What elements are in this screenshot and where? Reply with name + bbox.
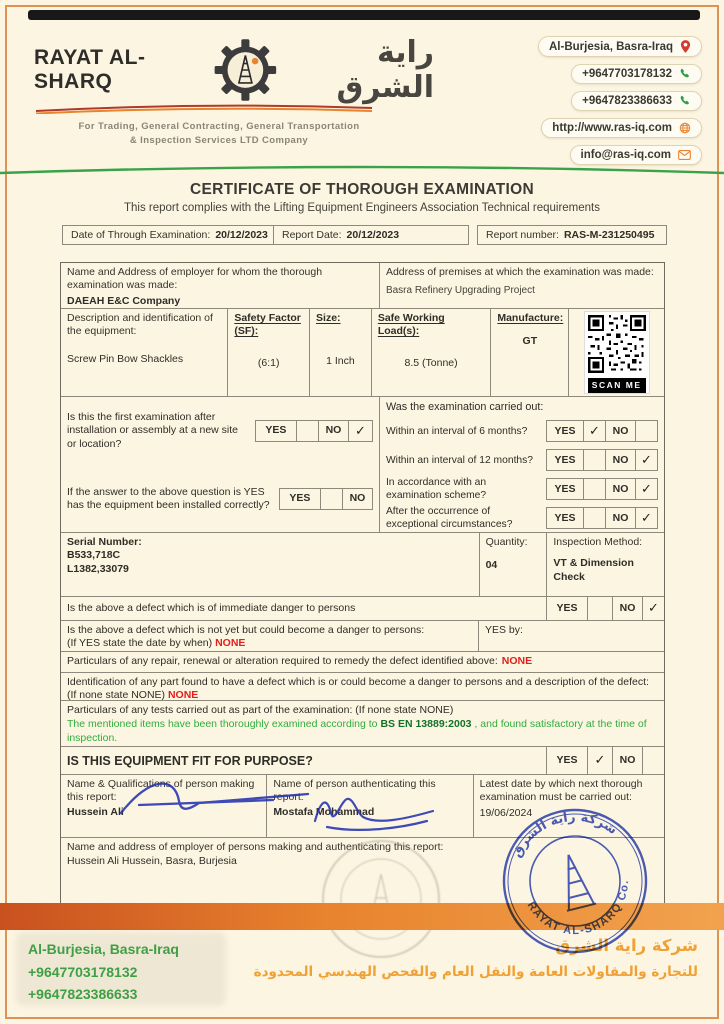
no-option: NO xyxy=(318,421,348,441)
premises-cell xyxy=(380,263,664,308)
interval-12-question-text: Within an interval of 12 months? xyxy=(385,454,534,466)
report-employer-value: Hussein Ali Hussein, Basra, Burjesia xyxy=(67,855,237,868)
tests-text: Particulars of any tests carried out as part of the examination: (If none state NONE) xyxy=(67,704,454,716)
repairs-text: Particulars of any repair, renewal or alteration required to remedy the defect identified above: xyxy=(67,655,498,668)
first-exam-answer-strip xyxy=(255,420,373,442)
yes-option: YES xyxy=(554,482,576,495)
footer-company-arabic-name: شركة راية الشرق xyxy=(555,936,698,955)
top-black-bar xyxy=(28,10,700,20)
exceptional-answer-strip xyxy=(546,507,658,529)
contact-phone-1-text: +9647703178132 xyxy=(582,68,672,80)
tests-row xyxy=(61,701,664,747)
globe-icon xyxy=(679,122,691,134)
contact-address xyxy=(538,36,702,57)
contact-phone-2 xyxy=(571,91,702,111)
authenticator-label: Name of person authenticating this report: xyxy=(273,778,436,804)
report-number-label: Report number: xyxy=(486,229,559,241)
report-employer-label: Name and address of employer of persons making and authenticating this report: xyxy=(67,841,444,853)
future-danger-line1: Is the above a defect which is not yet but could become a danger to persons: xyxy=(67,624,425,636)
identification-cell xyxy=(61,673,664,700)
company-name-english: RAYAT AL-SHARQ xyxy=(34,46,146,93)
scheme-answer-strip xyxy=(546,478,658,500)
report-date-label: Report Date: xyxy=(282,229,342,241)
no-option: NO xyxy=(605,479,635,499)
report-maker-label: Name & Qualifications of person making this report: xyxy=(67,778,255,804)
size-value: 1 Inch xyxy=(326,355,355,368)
report-maker-cell xyxy=(61,775,267,837)
interval-6-answer-strip xyxy=(546,420,658,442)
company-tagline xyxy=(34,120,404,149)
serial-label: Serial Number: xyxy=(67,536,142,548)
no-checkbox xyxy=(635,421,657,441)
next-exam-date: 19/06/2024 xyxy=(479,806,533,819)
employer-label: Name and Address of employer for whom the thorough examination was made: xyxy=(67,266,323,292)
equipment-description-value: Screw Pin Bow Shackles xyxy=(67,352,184,365)
logo-row xyxy=(34,34,434,106)
authenticator-name: Mostafa Mohammad xyxy=(273,805,375,818)
inspection-method-label: Inspection Method: xyxy=(553,536,643,548)
conclusion-standard: BS EN 13889:2003 xyxy=(380,718,472,731)
questions-left-column xyxy=(61,397,380,532)
quantity-value: 04 xyxy=(485,559,498,572)
manufacture-cell xyxy=(491,309,569,396)
report-date-box xyxy=(273,225,469,245)
company-name-arabic: راية الشرق xyxy=(336,35,435,105)
future-danger-line2: (If YES state the date by when) xyxy=(67,637,213,650)
equipment-description-label: Description and identification of the equipment: xyxy=(67,312,213,338)
safety-factor-value: (6:1) xyxy=(257,356,280,369)
contact-address-text: Al-Burjesia, Basra-Iraq xyxy=(549,40,673,53)
footer-address: Al-Burjesia, Basra-Iraq xyxy=(28,941,179,957)
yes-checkbox xyxy=(583,450,605,470)
no-checkbox: ✓ xyxy=(635,450,657,470)
first-exam-question xyxy=(61,397,379,465)
repairs-none: NONE xyxy=(501,655,533,668)
company-gear-logo-icon xyxy=(213,34,278,106)
yes-option: YES xyxy=(554,453,576,466)
inspection-method-cell xyxy=(547,533,664,596)
stamp-arabic-text: شركة راية الشرق xyxy=(509,809,620,861)
yes-checkbox xyxy=(583,479,605,499)
interval-12-question xyxy=(380,446,664,475)
interval-6-question xyxy=(380,417,664,446)
location-pin-icon xyxy=(680,40,691,53)
conclusion-post: , and found satisfactory at the time of inspection. xyxy=(67,718,647,744)
certificate-subtitle: This report complies with the Lifting Equipment Engineers Association Technical requirements xyxy=(123,202,600,214)
company-logo-block xyxy=(34,34,434,149)
no-option: NO xyxy=(612,747,642,774)
phone-icon xyxy=(679,95,691,107)
no-option: NO xyxy=(342,489,372,509)
no-checkbox xyxy=(642,747,664,774)
questions-right-column xyxy=(380,397,664,532)
safety-factor-label: Safety Factor (SF): xyxy=(234,312,301,338)
no-option: NO xyxy=(605,508,635,528)
first-exam-question-text: Is this the first examination after installation or assembly at a new site or location? xyxy=(67,410,238,450)
swl-cell xyxy=(372,309,492,396)
carried-out-heading: Was the examination carried out: xyxy=(385,401,544,413)
manufacture-value: GT xyxy=(522,335,538,348)
email-icon xyxy=(678,150,691,160)
manufacture-label: Manufacture: xyxy=(497,312,564,324)
no-option: NO xyxy=(605,421,635,441)
installed-correctly-question xyxy=(61,465,379,533)
no-checkbox: ✓ xyxy=(635,479,657,499)
inspection-method-value: VT & Dimension Check xyxy=(553,557,634,583)
repairs-cell xyxy=(61,652,664,672)
no-checkbox: ✓ xyxy=(642,597,664,620)
contact-list xyxy=(538,36,702,165)
qr-cell xyxy=(569,309,664,396)
yes-checkbox xyxy=(296,421,318,441)
identification-line2: (If none state NONE) xyxy=(67,689,166,702)
next-exam-label: Latest date by which next thorough examination must be carried out: xyxy=(479,778,643,804)
contact-email-text: info@ras-iq.com xyxy=(580,149,671,161)
employer-value: DAEAH E&C Company xyxy=(67,294,181,307)
report-number-value: RAS-M-231250495 xyxy=(563,229,655,241)
size-cell xyxy=(310,309,372,396)
qr-code-block xyxy=(585,312,649,393)
premises-value: Basra Refinery Upgrading Project xyxy=(385,285,535,297)
phone-icon xyxy=(679,68,691,80)
identification-line1: Identification of any part found to have a defect which is or could become a danger to persons and a description of the defect: xyxy=(67,676,649,688)
qr-code-icon xyxy=(588,315,646,373)
installed-correctly-question-text: If the answer to the above question is YES has the equipment been installed correctly? xyxy=(67,485,270,511)
report-date-value: 20/12/2023 xyxy=(346,229,400,241)
swl-label: Safe Working Load(s): xyxy=(377,312,445,338)
exam-date-box xyxy=(62,225,274,245)
certificate-title: CERTIFICATE OF THOROUGH EXAMINATION xyxy=(189,181,535,198)
quantity-cell xyxy=(480,533,548,596)
svg-text:RAYAT AL-SHARQ Co. xyxy=(524,876,642,949)
authenticator-signature xyxy=(305,791,445,835)
yes-option: YES xyxy=(556,601,578,614)
size-label: Size: xyxy=(316,312,341,324)
maker-signature xyxy=(113,779,323,823)
report-number-box xyxy=(477,225,667,245)
stamp-derrick-icon xyxy=(554,851,596,911)
yes-checkbox xyxy=(583,508,605,528)
footer-phone-1: +9647703178132 xyxy=(28,963,138,980)
scheme-question-text: In accordance with an examination scheme? xyxy=(385,477,487,502)
footer-company-arabic-description: للتجارة والمقاولات العامة والنقل العام والفحص الهندسي المحدودة xyxy=(253,964,698,980)
exam-date-value: 20/12/2023 xyxy=(215,229,268,241)
yes-option: YES xyxy=(554,424,576,437)
contact-phone-1 xyxy=(571,64,702,84)
serial-line1: B533,718C xyxy=(67,549,121,562)
stamp-english-text: RAYAT AL-SHARQ Co. xyxy=(524,879,632,938)
contact-phone-2-text: +9647823386633 xyxy=(582,95,672,107)
tests-cell xyxy=(61,701,664,746)
serial-cell xyxy=(61,533,480,596)
exam-date-label: Date of Through Examination: xyxy=(71,229,211,241)
interval-6-question-text: Within an interval of 6 months? xyxy=(385,425,528,437)
safety-factor-cell xyxy=(228,309,310,396)
fit-for-purpose-text: IS THIS EQUIPMENT FIT FOR PURPOSE? xyxy=(61,747,547,774)
employer-cell xyxy=(61,263,380,308)
yes-checkbox: ✓ xyxy=(587,747,612,774)
premises-label: Address of premises at which the examination was made: xyxy=(385,266,654,278)
footer-phone-2: +9647823386633 xyxy=(28,986,138,1003)
future-danger-row xyxy=(61,621,664,652)
equipment-description-cell xyxy=(61,309,228,396)
company-tagline-line2: & Inspection Services LTD Company xyxy=(129,135,309,147)
future-danger-cell xyxy=(61,621,479,651)
immediate-danger-text: Is the above a defect which is of immediate danger to persons xyxy=(61,597,547,620)
serial-line2: L1382,33079 xyxy=(67,562,129,575)
report-meta-row xyxy=(62,225,667,245)
contact-email xyxy=(570,145,702,165)
scheme-question xyxy=(380,475,664,504)
identification-row xyxy=(61,673,664,701)
conclusion-text xyxy=(67,718,658,745)
yes-option: YES xyxy=(556,753,578,766)
yes-option: YES xyxy=(289,492,311,505)
report-maker-name: Hussein Ali xyxy=(67,805,124,818)
fit-for-purpose-row xyxy=(61,747,664,775)
exceptional-question xyxy=(380,504,664,533)
installed-correctly-answer-strip xyxy=(279,488,373,510)
no-option: NO xyxy=(612,597,642,620)
conclusion-pre: The mentioned items have been thoroughly examined according to xyxy=(67,718,381,731)
interval-12-answer-strip xyxy=(546,449,658,471)
yes-checkbox xyxy=(587,597,612,620)
swl-value: 8.5 (Tonne) xyxy=(404,356,458,369)
details-row xyxy=(61,533,664,597)
immediate-danger-row xyxy=(61,597,664,621)
yes-checkbox xyxy=(320,489,342,509)
quantity-label: Quantity: xyxy=(485,536,528,548)
questions-row xyxy=(61,397,664,533)
no-checkbox: ✓ xyxy=(635,508,657,528)
yes-option: YES xyxy=(265,424,287,437)
company-tagline-line1: For Trading, General Contracting, General Transportation xyxy=(78,121,360,132)
equipment-row xyxy=(61,309,664,397)
future-danger-none: NONE xyxy=(215,637,246,650)
yes-option: YES xyxy=(554,511,576,524)
contact-website xyxy=(541,118,702,138)
qr-caption: SCAN ME xyxy=(588,378,646,393)
no-option: NO xyxy=(605,450,635,470)
contact-website-text: http://www.ras-iq.com xyxy=(552,122,672,134)
yes-checkbox: ✓ xyxy=(583,421,605,441)
yes-by-cell: YES by: xyxy=(485,624,523,636)
no-checkbox: ✓ xyxy=(348,421,372,441)
exceptional-question-text: After the occurrence of exceptional circumstances? xyxy=(385,506,513,531)
identification-none: NONE xyxy=(167,689,199,702)
repairs-row xyxy=(61,652,664,673)
footer-contact-block xyxy=(28,938,179,1006)
parties-row xyxy=(61,263,664,309)
